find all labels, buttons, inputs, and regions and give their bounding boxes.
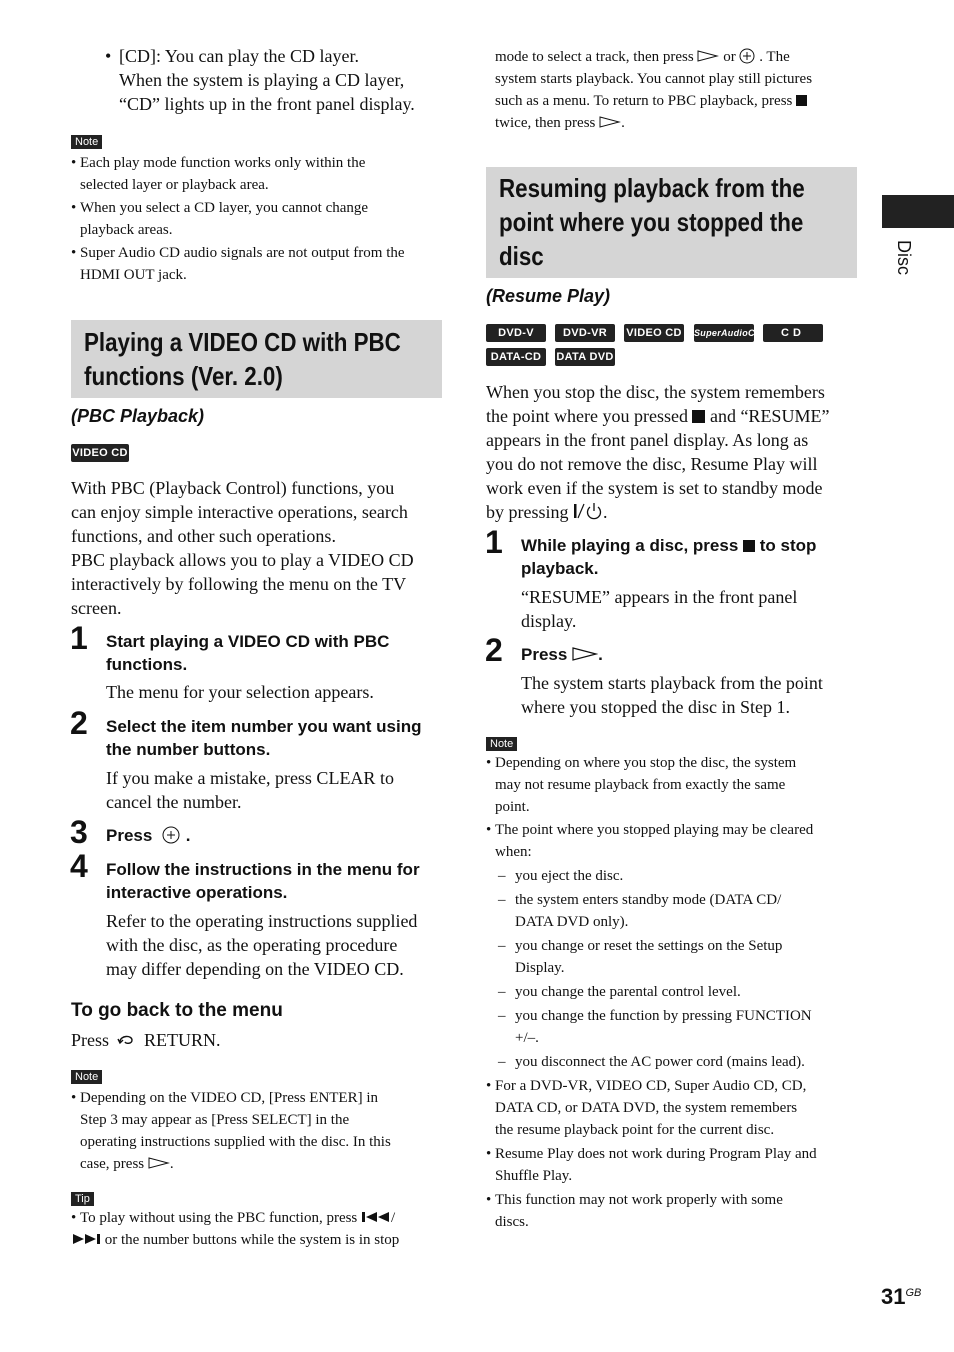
cd-layer-line-2: When the system is playing a CD layer,	[119, 70, 405, 90]
note-label: Note	[71, 135, 102, 149]
dvd-vr-badge: DVD-VR	[555, 324, 615, 342]
resume-step-2-title: Press .	[521, 645, 603, 664]
cd-badge: CD	[763, 324, 823, 342]
back-to-menu-body: Press RETURN.	[71, 1030, 221, 1050]
step-2-title: Select the item number you want using the number buttons.	[106, 717, 422, 759]
video-cd-badge: VIDEO CD	[624, 324, 684, 342]
stop-icon	[743, 540, 755, 552]
step-2-body: If you make a mistake, press CLEAR to cancel the number.	[106, 768, 394, 812]
data-dvd-badge: DATA DVD	[555, 348, 615, 366]
note-item: • When you select a CD layer, you cannot change playback areas.	[71, 200, 369, 238]
pbc-continued: mode to select a track, then press or . The system starts playback. You cannot play still pictures such as a menu. To return to PBC playback, press twice, then press .	[495, 49, 813, 131]
cd-layer-line-1: [CD]: You can play the CD layer.	[119, 46, 359, 66]
section-tab-marker	[882, 195, 954, 228]
resume-step-2-number: 2	[485, 632, 503, 668]
resume-step-1-number: 1	[485, 524, 503, 560]
step-4-body: Refer to the operating instructions supplied with the disc, as the operating procedure may differ depending on the VIDEO CD.	[106, 911, 418, 979]
note-item: • Each play mode function works only within the selected layer or playback area.	[71, 155, 366, 193]
pbc-heading-line-1: Playing a VIDEO CD with PBC	[84, 327, 401, 357]
resume-heading-line-2: point where you stopped the	[499, 207, 804, 237]
note-item: • Super Audio CD audio signals are not output from the HDMI OUT jack.	[71, 245, 405, 283]
resume-note-label: Note	[486, 737, 517, 751]
dash-item: – you change the function by pressing FUNCTION +/–.	[498, 1008, 812, 1046]
note-label-2: Note	[71, 1070, 102, 1084]
dash-item: – you change the parental control level.	[498, 984, 741, 1000]
dash-item: – you disconnect the AC power cord (mains lead).	[498, 1054, 805, 1070]
next-icon	[71, 1233, 101, 1245]
step-2-number: 2	[70, 705, 88, 741]
play-icon	[599, 116, 621, 128]
resume-step-1-title: While playing a disc, press to stop playback.	[521, 536, 817, 578]
play-icon	[148, 1157, 170, 1169]
resume-step-2-body: The system starts playback from the point where you stopped the disc in Step 1.	[521, 673, 823, 717]
step-4-number: 4	[70, 848, 88, 884]
enter-icon	[161, 825, 181, 845]
tip-body: • To play without using the PBC function, press / or the number buttons while the system is in stop	[71, 1210, 400, 1248]
resume-heading-box	[486, 167, 857, 278]
page-suffix: GB	[905, 1287, 922, 1299]
resume-step-1-body: “RESUME” appears in the front panel display.	[521, 587, 798, 631]
power-icon	[573, 502, 603, 520]
video-cd-badge: VIDEO CD	[71, 444, 129, 462]
return-icon	[116, 1032, 138, 1048]
step-3-title: Press .	[106, 826, 191, 845]
pbc-subheading: (PBC Playback)	[71, 406, 205, 426]
dash-item: – you change or reset the settings on the Setup Display.	[498, 938, 783, 976]
pbc-intro: With PBC (Playback Control) functions, you can enjoy simple interactive operations, search functions, and other such operations. PBC playback allows you to play a VIDEO CD interactively by following the menu on the TV screen.	[71, 478, 414, 618]
enter-icon	[739, 48, 755, 64]
note-item: • For a DVD-VR, VIDEO CD, Super Audio CD, CD, DATA CD, or DATA DVD, the system remembers the resume playback point for the current disc.	[486, 1078, 807, 1138]
play-icon	[572, 647, 598, 661]
note-list-2	[71, 1087, 451, 1175]
resume-heading-line-1: Resuming playback from the	[499, 173, 805, 203]
cd-layer-bullet: • [CD]: You can play the CD layer. When the system is playing a CD layer, “CD” lights up in the front panel display.	[105, 44, 455, 116]
back-to-menu-heading: To go back to the menu	[71, 1000, 283, 1021]
note-item: • Depending on the VIDEO CD, [Press ENTER] in Step 3 may appear as [Press SELECT] in the operating instructions supplied with the disc. In this case, press .	[71, 1090, 391, 1172]
note-item: • This function may not work properly with some discs.	[486, 1192, 783, 1230]
super-audio-cd-badge: SuperAudioCD	[694, 324, 754, 342]
data-cd-badge: DATA-CD	[486, 348, 546, 366]
step-1-body: The menu for your selection appears.	[106, 682, 374, 702]
page-number: $31^{GB}$	[881, 1284, 922, 1309]
tip-label: Tip	[71, 1192, 94, 1206]
dash-item: – you eject the disc.	[498, 868, 624, 884]
step-3-number: 3	[70, 814, 88, 850]
step-1-number: 1	[70, 620, 88, 656]
note-item: • The point where you stopped playing may be cleared when:	[486, 822, 814, 860]
resume-intro: When you stop the disc, the system remembers the point where you pressed and “RESUME” appears in the front panel display. As long as you do not remove the disc, Resume Play will work even if the system is set to standby mode by pressing .	[486, 382, 830, 522]
resume-heading-line-3: disc	[499, 241, 544, 271]
stop-icon	[796, 95, 807, 106]
note-item: • Resume Play does not work during Program Play and Shuffle Play.	[486, 1146, 817, 1184]
step-1-title: Start playing a VIDEO CD with PBC functions.	[106, 632, 390, 674]
pbc-heading-box	[71, 320, 442, 398]
previous-icon	[361, 1211, 391, 1223]
resume-subheading: (Resume Play)	[486, 286, 611, 306]
pbc-heading-line-2: functions (Ver. 2.0)	[84, 361, 283, 391]
cd-layer-line-3: “CD” lights up in the front panel display.	[119, 94, 415, 114]
note-item: • Depending on where you stop the disc, the system may not resume playback from exactly the same point.	[486, 755, 797, 815]
play-icon	[697, 50, 719, 62]
dvd-v-badge: DVD-V	[486, 324, 546, 342]
stop-icon	[692, 410, 705, 423]
note-list-1	[71, 152, 451, 286]
step-4-title: Follow the instructions in the menu for interactive operations.	[106, 860, 420, 902]
resume-note-list	[486, 752, 858, 1233]
section-tab-label: Disc	[894, 240, 914, 275]
dash-item: – the system enters standby mode (DATA CD/ DATA DVD only).	[498, 892, 782, 930]
